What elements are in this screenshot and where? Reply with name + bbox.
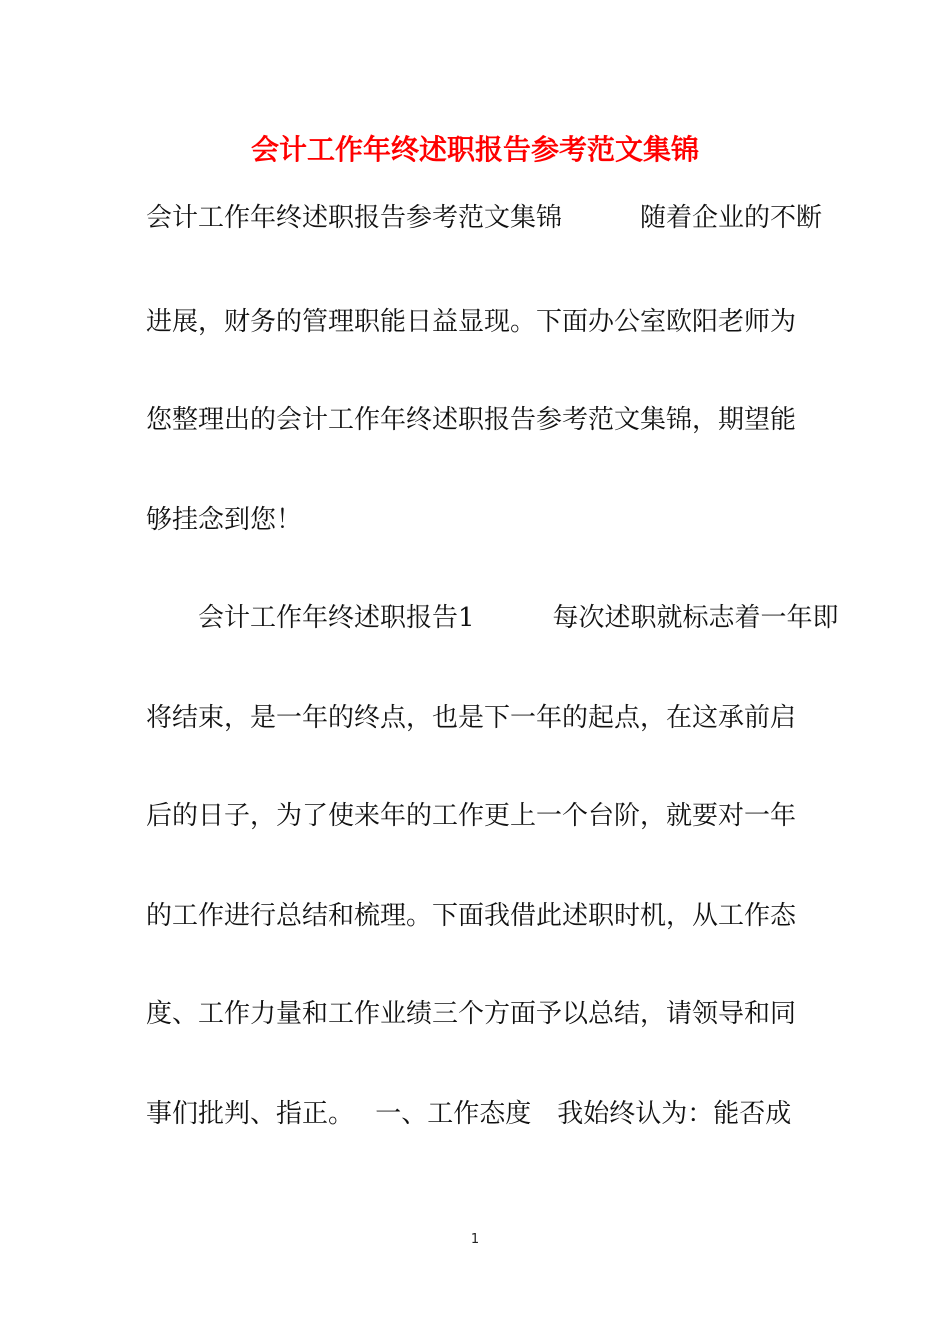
body-line-7: 后的日子，为了使来年的工作更上一个台阶，就要对一年 <box>146 801 797 831</box>
body-line-2: 进展，财务的管理职能日益显现。下面办公室欧阳老师为 <box>146 307 797 337</box>
body-line-5: 会计工作年终述职报告1 每次述职就标志着一年即 <box>146 603 839 633</box>
body-line-6: 将结束，是一年的终点，也是下一年的起点，在这承前启 <box>146 703 797 733</box>
page-number: 1 <box>470 1232 480 1247</box>
body-line-8: 的工作进行总结和梳理。下面我借此述职时机，从工作态 <box>146 901 797 931</box>
body-line-3: 您整理出的会计工作年终述职报告参考范文集锦，期望能 <box>146 405 797 435</box>
body-line-1: 会计工作年终述职报告参考范文集锦 随着企业的不断 <box>146 203 823 233</box>
document-title: 会计工作年终述职报告参考范文集锦 <box>250 133 699 166</box>
body-line-9: 度、工作力量和工作业绩三个方面予以总结，请领导和同 <box>146 999 797 1029</box>
body-line-4: 够挂念到您！ <box>146 505 303 535</box>
body-line-10: 事们批判、指正。 一、工作态度 我始终认为：能否成 <box>146 1099 792 1129</box>
